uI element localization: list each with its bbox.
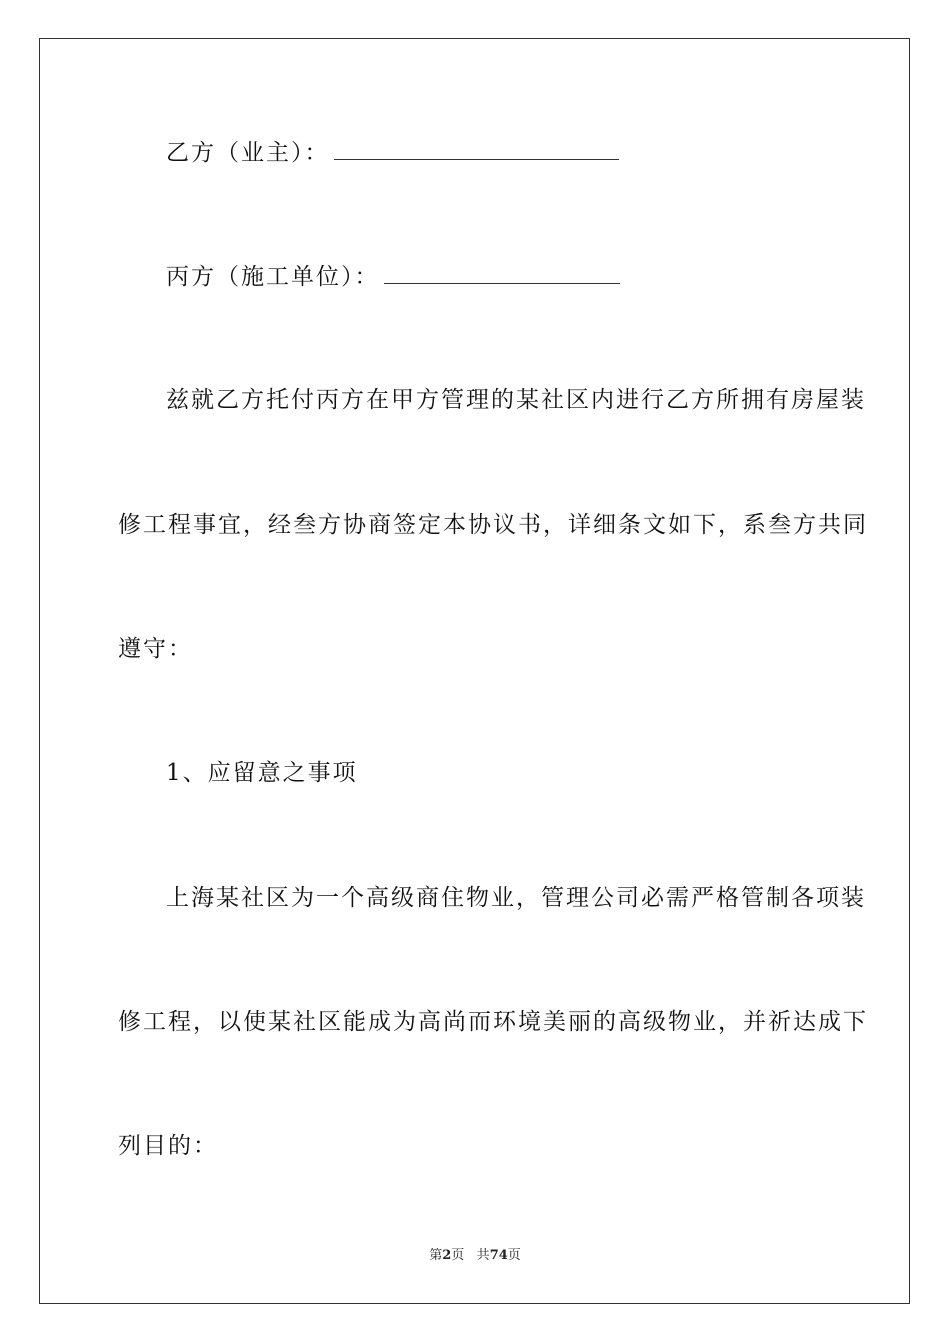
- page-footer: [0, 1247, 950, 1265]
- intro-line-1: 兹就乙方托付丙方在甲方管理的某社区内进行乙方所拥有房屋装: [166, 387, 866, 413]
- body-line-2: 修工程，以使某社区能成为高尚而环境美丽的高级物业，并祈达成下: [118, 1009, 868, 1035]
- section-heading: 1、应留意之事项: [166, 760, 358, 786]
- body-line-3: 列目的：: [118, 1133, 218, 1159]
- page-prefix: 第: [429, 1248, 443, 1263]
- party-b-line: [166, 137, 619, 168]
- page-border: [39, 38, 910, 1304]
- intro-line-3: 遵守：: [118, 636, 193, 662]
- total-pages: 74: [489, 1248, 508, 1263]
- page-number: 2: [442, 1248, 452, 1263]
- party-b-blank[interactable]: [334, 137, 619, 160]
- total-prefix: 共: [476, 1248, 490, 1263]
- party-c-label: 丙方（施工单位）：: [166, 264, 380, 290]
- body-line-1: 上海某社区为一个高级商住物业，管理公司必需严格管制各项装: [166, 885, 866, 911]
- party-c-line: [166, 261, 620, 292]
- page-suffix: 页: [451, 1248, 465, 1263]
- intro-line-2: 修工程事宜，经叁方协商签定本协议书，详细条文如下，系叁方共同: [118, 512, 868, 538]
- total-suffix: 页: [507, 1248, 521, 1263]
- party-b-label: 乙方（业主）：: [166, 140, 330, 166]
- party-c-blank[interactable]: [384, 261, 620, 284]
